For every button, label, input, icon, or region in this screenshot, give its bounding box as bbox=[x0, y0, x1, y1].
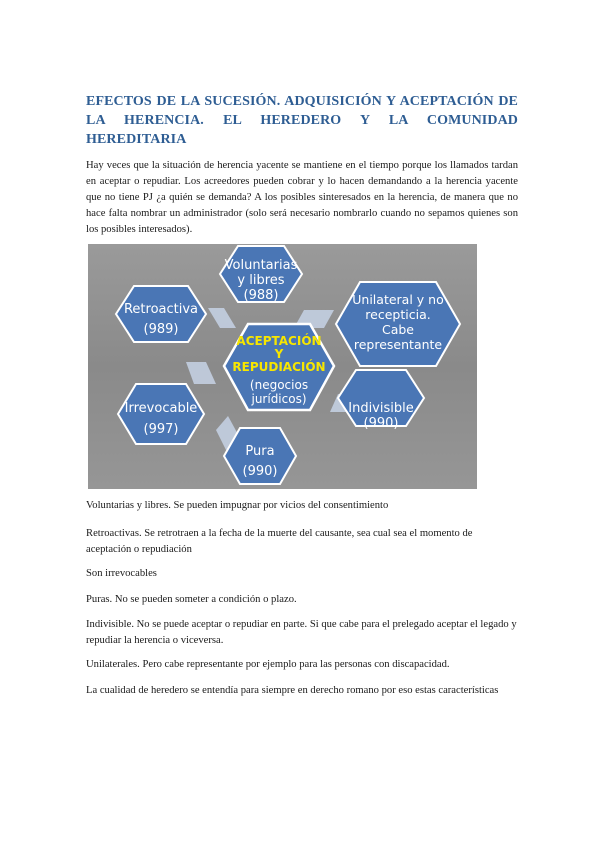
svg-text:Retroactiva bbox=[124, 302, 198, 317]
svg-text:(990) bbox=[243, 464, 278, 479]
svg-text:Unilateral y no bbox=[352, 292, 443, 307]
svg-text:recepticia. bbox=[365, 307, 430, 322]
center-line5: jurídicos) bbox=[251, 392, 307, 406]
svg-text:ACEPTACIÓN bbox=[236, 333, 321, 348]
center-line4: (negocios bbox=[249, 378, 309, 392]
node-unilateral-line4: representante bbox=[353, 337, 443, 352]
svg-text:REPUDIACIÓN bbox=[232, 359, 325, 374]
paragraph-puras: Puras. No se pueden someter a condición o plazo. bbox=[86, 594, 297, 605]
hexagon-pura bbox=[224, 428, 296, 484]
svg-text:(negocios bbox=[250, 378, 308, 392]
paragraph-voluntarias: Voluntarias y libres. Se pueden impugnar por vicios del consentimiento bbox=[86, 500, 389, 511]
center-line1: ACEPTACIÓN bbox=[236, 334, 322, 348]
svg-text:(988) bbox=[244, 288, 279, 303]
hexagon-center bbox=[224, 324, 334, 410]
svg-text:(989) bbox=[144, 322, 179, 337]
hexagon-retroactiva bbox=[116, 286, 206, 342]
svg-text:Indivisible bbox=[348, 401, 414, 416]
svg-text:y libres bbox=[237, 273, 284, 288]
document-title: EFECTOS DE LA SUCESIÓN. ADQUISICIÓN Y ACEPTACIÓN DE LA HERENCIA. EL HEREDERO Y LA COMUNIDAD HEREDITARIA bbox=[86, 94, 518, 147]
svg-text:Irrevocable bbox=[125, 401, 198, 416]
node-unilateral-line1: Unilateral y no bbox=[352, 292, 444, 307]
paragraph-cualidad: La cualidad de heredero se entendía para siempre en derecho romano por eso estas características bbox=[86, 685, 499, 696]
node-indivisible-line2: (990) bbox=[363, 416, 399, 431]
paragraph-unilaterales: Unilaterales. Pero cabe representante por ejemplo para las personas con discapacidad. bbox=[86, 659, 450, 670]
node-unilateral-line2: recepticia. bbox=[365, 307, 431, 322]
svg-text:Y bbox=[274, 347, 284, 361]
node-voluntarias-line3: (988) bbox=[243, 288, 279, 303]
node-retroactiva-line2: (989) bbox=[143, 322, 179, 337]
svg-text:jurídicos) bbox=[250, 392, 306, 406]
node-unilateral-line3: Cabe bbox=[381, 322, 415, 337]
node-voluntarias-line2: y libres bbox=[237, 273, 285, 288]
svg-text:(990) bbox=[364, 416, 399, 431]
svg-text:Voluntarias bbox=[225, 258, 298, 273]
node-pura-line1: Pura bbox=[245, 444, 275, 459]
center-line2: Y bbox=[274, 347, 284, 361]
svg-text:Pura bbox=[245, 444, 274, 459]
svg-text:representante bbox=[354, 337, 443, 352]
node-pura-line2: (990) bbox=[242, 464, 278, 479]
node-irrevocable-line1: Irrevocable bbox=[124, 401, 198, 416]
intro-paragraph: Hay veces que la situación de herencia yacente se mantiene en el tiempo porque los llamados tardan en aceptar o repudiar. Los acreedores pueden cobrar y lo hacen demandando a la herencia yacente que no tiene PJ ¿a quién se demanda? A los posibles sinteresados en la herencia, de manera que no hace falta nombrar un administrador (solo será necesario nombrarlo cuando no sepamos quienes son los posibles interesados). bbox=[86, 160, 518, 235]
svg-text:(997) bbox=[144, 422, 179, 437]
node-irrevocable-line2: (997) bbox=[143, 422, 179, 437]
hexagon-irrevocable bbox=[118, 384, 204, 444]
center-line3: REPUDIACIÓN bbox=[232, 360, 326, 374]
paragraph-retroactivas: Retroactivas. Se retrotraen a la fecha de la muerte del causante, sea cual sea el momento de aceptación o repudiación bbox=[86, 528, 473, 555]
node-indivisible-line1: Indivisible bbox=[348, 401, 414, 416]
node-retroactiva-line1: Retroactiva bbox=[123, 302, 199, 317]
hexagon-unilateral bbox=[336, 282, 460, 366]
hexagon-voluntarias bbox=[220, 246, 302, 303]
svg-text:Cabe bbox=[382, 322, 414, 337]
node-voluntarias-line1: Voluntarias bbox=[224, 258, 298, 273]
paragraph-irrevocables: Son irrevocables bbox=[86, 568, 157, 579]
diagram-figure bbox=[88, 244, 477, 489]
paragraph-indivisible: Indivisible. No se puede aceptar o repudiar en parte. Si que cabe para el prelegado aceptar el legado y repudiar la herencia o viceversa. bbox=[86, 619, 517, 646]
